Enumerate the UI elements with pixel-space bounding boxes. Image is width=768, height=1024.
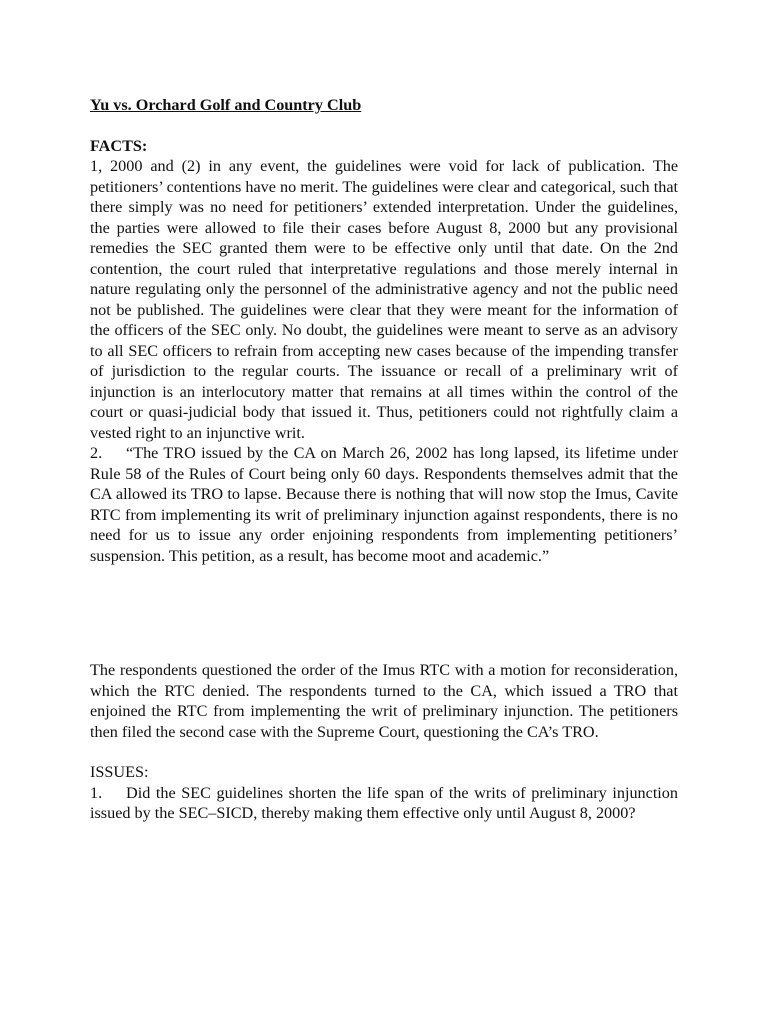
facts-heading: FACTS:	[90, 136, 148, 155]
respondents-paragraph: The respondents questioned the order of the Imus RTC with a motion for reconsideration, which the RTC denied. The respondents turned to the CA, which issued a TRO that enjoined the RTC from implementing the writ of preliminary injunction. The petitioners then filed the second case with the Supreme Court, questioning the CA’s TRO.	[90, 661, 678, 741]
issues-item-1-number: 1.	[90, 783, 103, 802]
facts-item-2-number: 2.	[90, 444, 103, 462]
issues-heading: ISSUES:	[90, 763, 149, 781]
facts-item-2-text: “The TRO issued by the CA on March 26, 2002 has long lapsed, its lifetime under Rule 58 of the Rules of Court being only 60 days. Respondents themselves admit that the CA allowed its TRO to lapse. Because there is nothing that will now stop the Imus, Cavite RTC from implementing its writ of preliminary injunction against respondents, there is no need for us to issue any order enjoining respondents from implementing petitioners’ suspension. This petition, as a result, has become moot and academic.”	[90, 444, 678, 565]
facts-item-2	[90, 443, 678, 566]
issues-item-1	[90, 783, 678, 824]
blank-space	[90, 566, 678, 660]
issues-item-1-text: Did the SEC guidelines shorten the life span of the writs of preliminary injunction issued by the SEC–SICD, thereby making them effective only until August 8, 2000?	[90, 783, 678, 822]
document-page	[90, 95, 678, 824]
facts-paragraph-1: 1, 2000 and (2) in any event, the guidelines were void for lack of publication. The petitioners’ contentions have no merit. The guidelines were clear and categorical, such that there simply was no need for petitioners’ extended interpretation. Under the guidelines, the parties were allowed to file their cases before August 8, 2000 but any provisional remedies the SEC granted them were to be effective only until that date. On the 2nd contention, the court ruled that interpretative regulations and those merely internal in nature regulating only the personnel of the administrative agency and not the public need not be published. The guidelines were clear that they were meant for the information of the officers of the SEC only. No doubt, the guidelines were meant to serve as an advisory to all SEC officers to refrain from accepting new cases because of the impending transfer of jurisdiction to the regular courts. The issuance or recall of a preliminary writ of injunction is an interlocutory matter that remains at all times within the control of the court or quasi-judicial body that issued it. Thus, petitioners could not rightfully claim a vested right to an injunctive writ.	[90, 157, 678, 442]
document-title: Yu vs. Orchard Golf and Country Club	[90, 96, 362, 114]
